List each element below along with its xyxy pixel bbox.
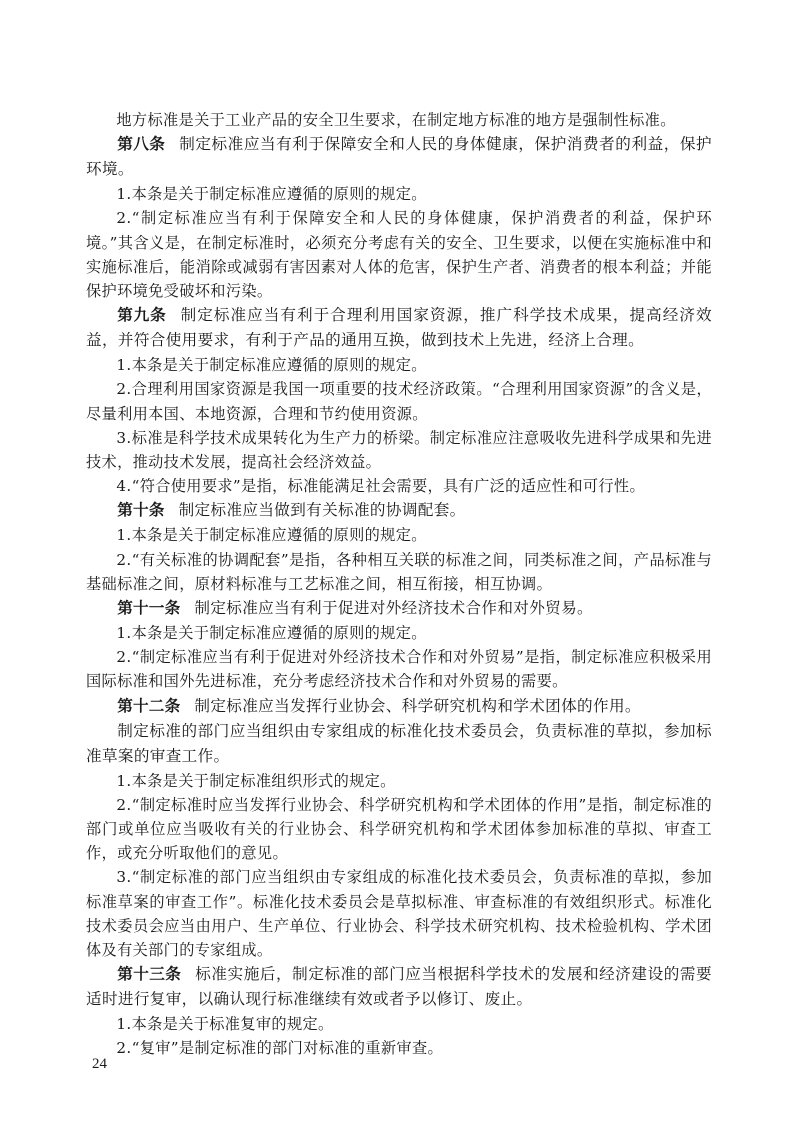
paragraph: 1.本条是关于制定标准应遵循的原则的规定。 xyxy=(116,356,427,375)
article-heading: 第十三条 xyxy=(117,965,182,984)
document-body xyxy=(86,108,712,1061)
paragraph: 1.本条是关于制定标准应遵循的原则的规定。 xyxy=(116,624,427,643)
article-heading: 第十条 xyxy=(117,501,165,520)
article-11: 第十一条 制定标准应当有利于促进对外经济技术合作和对外贸易。 xyxy=(117,599,594,618)
paragraph: 2.合理利用国家资源是我国一项重要的技术经济政策。“合理利用国家资源”的含义是，尽量利用本国、本地资源，合理和节约使用资源。 xyxy=(86,380,712,423)
paragraph: 2.“制定标准应当有利于促进对外经济技术合作和对外贸易”是指，制定标准应积极采用国际标准和国外先进标准，充分考虑经济技术合作和对外贸易的需要。 xyxy=(86,648,712,691)
article-heading: 第八条 xyxy=(117,135,166,154)
article-heading: 第九条 xyxy=(117,306,167,325)
paragraph: 1.本条是关于标准复审的规定。 xyxy=(116,1015,334,1034)
article-12-clause: 制定标准的部门应当组织由专家组成的标准化技术委员会，负责标准的草拟，参加标准草案的审查工作。 xyxy=(86,721,712,765)
article-9: 第九条 制定标准应当有利于合理利用国家资源，推广科学技术成果，提高经济效益，并符合使用要求，有利于产品的通用互换，做到技术上先进，经济上合理。 xyxy=(86,306,712,350)
article-13: 第十三条 标准实施后，制定标准的部门应当根据科学技术的发展和经济建设的需要适时进行复审，以确认现行标准继续有效或者予以修订、废止。 xyxy=(86,965,712,1009)
paragraph: 2.“有关标准的协调配套”是指，各种相互关联的标准之间，同类标准之间，产品标准与基础标准之间，原材料标准与工艺标准之间，相互衔接，相互协调。 xyxy=(86,550,712,593)
paragraph: 1.本条是关于制定标准组织形式的规定。 xyxy=(116,771,396,790)
paragraph: 2.“制定标准应当有利于保障安全和人民的身体健康，保护消费者的利益，保护环境。”其含义是，在制定标准时，必须充分考虑有关的安全、卫生要求，以便在实施标准中和实施标准后，能消除或减弱有害因素对人体的危害，保护生产者、消费者的根本利益；并能保护环境免受破坏和污染。 xyxy=(86,209,712,301)
paragraph: 地方标准是关于工业产品的安全卫生要求，在制定地方标准的地方是强制性标准。 xyxy=(116,111,676,129)
article-10: 第十条 制定标准应当做到有关标准的协调配套。 xyxy=(117,501,466,520)
paragraph: 1.本条是关于制定标准应遵循的原则的规定。 xyxy=(116,185,427,204)
paragraph: 2.“制定标准时应当发挥行业协会、科学研究机构和学术团体的作用”是指，制定标准的部门或单位应当吸收有关的行业协会、科学研究机构和学术团体参加标准的草拟、审查工作，或充分听取他们的意见。 xyxy=(86,795,712,863)
article-12: 第十二条 制定标准应当发挥行业协会、科学研究机构和学术团体的作用。 xyxy=(117,696,641,715)
article-heading: 第十二条 xyxy=(117,696,181,715)
paragraph: 3.标准是科学技术成果转化为生产力的桥梁。制定标准应注意吸收先进科学成果和先进技术，推动技术发展，提高社会经济效益。 xyxy=(86,428,712,472)
page-number: 24 xyxy=(92,1056,107,1072)
article-heading: 第十一条 xyxy=(117,599,181,618)
paragraph: 3.“制定标准的部门应当组织由专家组成的标准化技术委员会，负责标准的草拟，参加标准草案的审查工作”。标准化技术委员会是草拟标准、审查标准的有效组织形式。标准化技术委员会应当由用户、生产单位、行业协会、科学技术研究机构、技术检验机构、学术团体及有关部门的专家组成。 xyxy=(86,868,712,960)
paragraph: 4.“符合使用要求”是指，标准能满足社会需要，具有广泛的适应性和可行性。 xyxy=(116,477,646,496)
article-8: 第八条 制定标准应当有利于保障安全和人民的身体健康，保护消费者的利益，保护环境。 xyxy=(86,135,712,179)
paragraph: 1.本条是关于制定标准应遵循的原则的规定。 xyxy=(116,526,427,545)
paragraph: 2.“复审”是制定标准的部门对标准的重新审查。 xyxy=(116,1039,444,1058)
